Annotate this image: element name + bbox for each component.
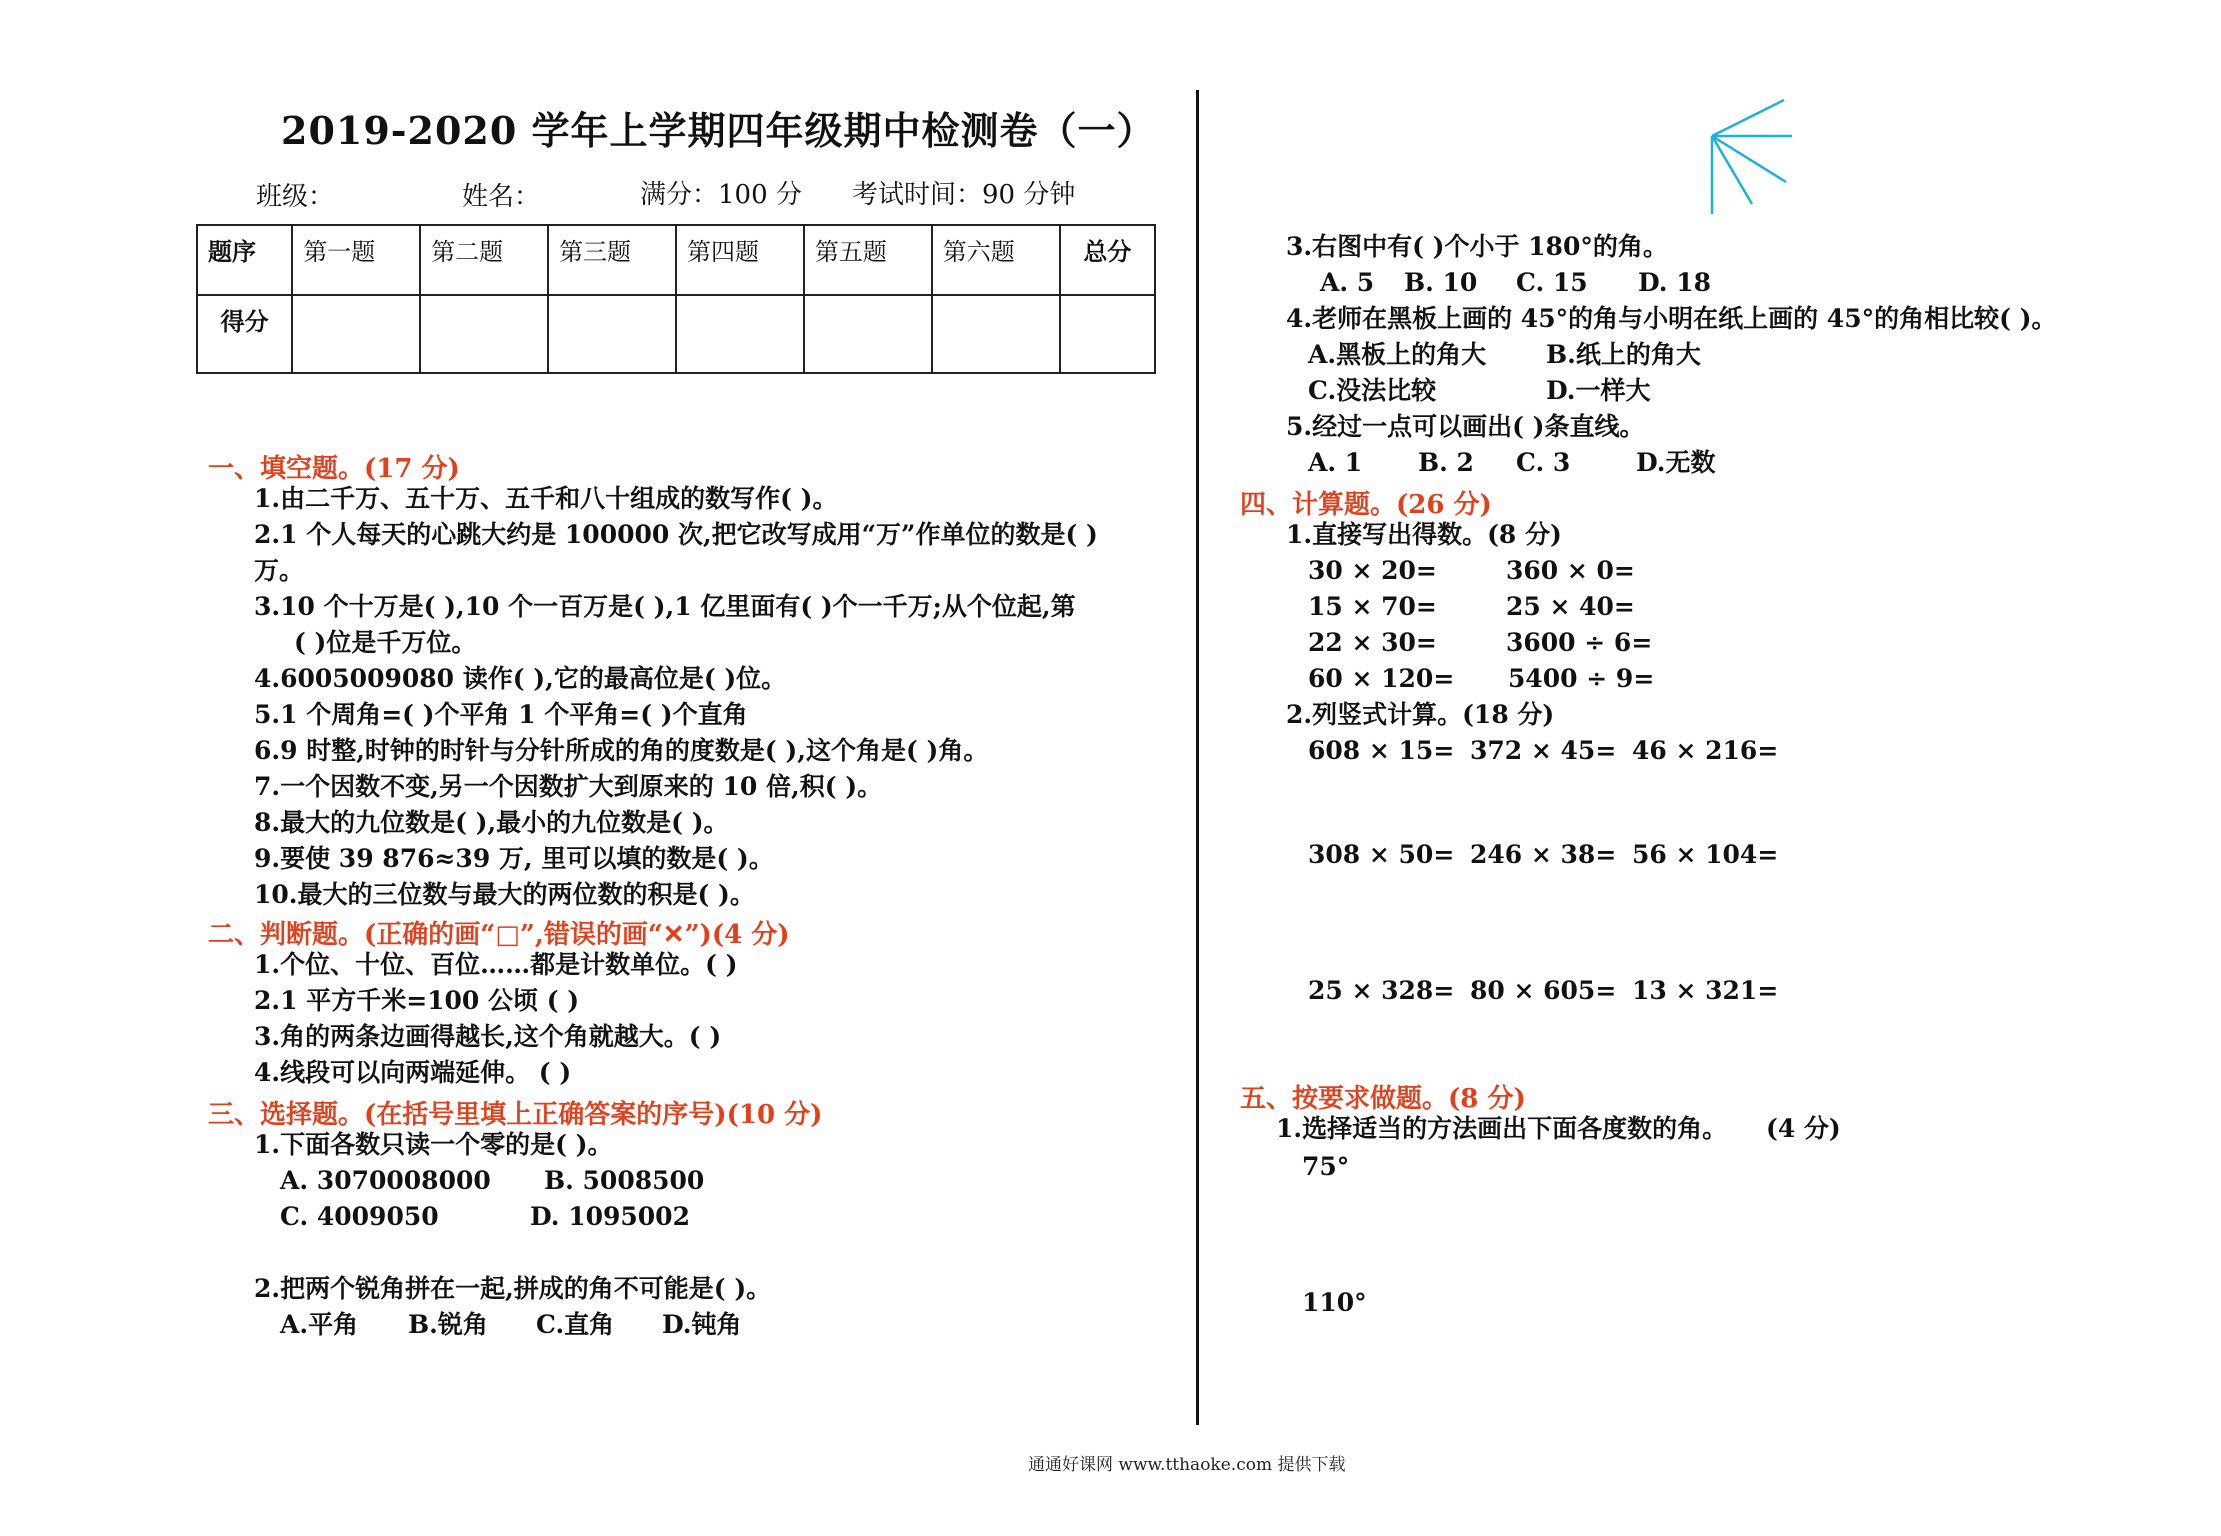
option: A. 3070008000 [280,1166,491,1195]
option: A. 1 [1308,448,1363,477]
score-cell[interactable] [292,295,420,373]
oral-calc: 30 × 20= [1308,556,1437,585]
option: D. 18 [1638,268,1711,297]
name-label: 姓名： [462,182,541,212]
section-heading-calculation: 四、计算题。(26 分) [1240,490,1492,520]
question: 1.由二千万、五十万、五千和八十组成的数写作( )。 [254,484,838,513]
vertical-calc: 308 × 50= [1308,840,1455,869]
oral-calc: 25 × 40= [1506,592,1635,621]
section-heading-requirements: 五、按要求做题。(8 分) [1240,1084,1526,1114]
class-label: 班级： [256,182,335,212]
table-header-cell: 第三题 [548,225,676,295]
subquestion: 2.列竖式计算。(18 分) [1286,700,1555,729]
score-table [196,224,1156,374]
question: 1.下面各数只读一个零的是( )。 [254,1130,613,1159]
oral-calc: 5400 ÷ 9= [1508,664,1655,693]
subquestion-points: (4 分) [1766,1114,1841,1143]
score-cell[interactable] [420,295,548,373]
vertical-calc: 246 × 38= [1470,840,1617,869]
vertical-calc: 56 × 104= [1632,840,1779,869]
full-score: 满分：100 分 [640,180,802,210]
footer-source: 通通好课网 www.tthaoke.com 提供下载 [1028,1455,1346,1475]
table-header-cell: 第一题 [292,225,420,295]
question-continuation: 万。 [254,556,305,585]
table-header-cell: 第四题 [676,225,804,295]
option: D.无数 [1636,448,1716,477]
question: 9.要使 39 876≈39 万, 里可以填的数是( )。 [254,844,774,873]
question: 4.老师在黑板上画的 45°的角与小明在纸上画的 45°的角相比较( )。 [1286,304,2057,333]
oral-calc: 15 × 70= [1308,592,1437,621]
table-header-cell: 总分 [1060,225,1155,295]
score-row-label: 得分 [197,295,292,373]
column-divider [1196,90,1199,1425]
question: 7.一个因数不变,另一个因数扩大到原来的 10 倍,积( )。 [254,772,883,801]
section-heading-fill-blank: 一、填空题。(17 分) [208,454,460,484]
exam-time: 考试时间：90 分钟 [852,180,1076,210]
option: B. 10 [1404,268,1478,297]
vertical-calc: 46 × 216= [1632,736,1779,765]
question: 6.9 时整,时钟的时针与分针所成的角的度数是( ),这个角是( )角。 [254,736,989,765]
option: C. 4009050 [280,1202,439,1231]
page-title: 2019-2020 学年上学期四年级期中检测卷（一） [281,108,1156,153]
question: 4.6005009080 读作( ),它的最高位是( )位。 [254,664,787,693]
vertical-calc: 372 × 45= [1470,736,1617,765]
option: A. 5 [1320,268,1375,297]
option: A.黑板上的角大 [1308,340,1487,369]
table-header-cell: 第六题 [932,225,1060,295]
section-heading-true-false: 二、判断题。(正确的画“□”,错误的画“✕”)(4 分) [208,920,790,950]
question: 3.10 个十万是( ),10 个一百万是( ),1 亿里面有( )个一千万;从个位起,第 [254,592,1076,621]
vertical-calc: 80 × 605= [1470,976,1617,1005]
question: 2.1 个人每天的心跳大约是 100000 次,把它改写成用“万”作单位的数是( ) [254,520,1098,549]
option: B. 2 [1418,448,1474,477]
question: 5.经过一点可以画出( )条直线。 [1286,412,1645,441]
question: 3.右图中有( )个小于 180°的角。 [1286,232,1668,261]
option: C.直角 [536,1310,615,1339]
angle-rays-figure [1700,92,1810,222]
score-cell[interactable] [804,295,932,373]
option: C. 3 [1516,448,1571,477]
question-continuation: ( )位是千万位。 [294,628,477,657]
option: D.一样大 [1546,376,1651,405]
question: 2.把两个锐角拼在一起,拼成的角不可能是( )。 [254,1274,772,1303]
oral-calc: 3600 ÷ 6= [1506,628,1653,657]
score-cell[interactable] [676,295,804,373]
table-header-cell: 第二题 [420,225,548,295]
score-cell[interactable] [1060,295,1155,373]
option: B.纸上的角大 [1546,340,1701,369]
question: 8.最大的九位数是( ),最小的九位数是( )。 [254,808,729,837]
question: 2.1 平方千米=100 公顷 ( ) [254,986,580,1015]
option: D.钝角 [662,1310,742,1339]
vertical-calc: 13 × 321= [1632,976,1779,1005]
question: 5.1 个周角=( )个平角 1 个平角=( )个直角 [254,700,748,729]
oral-calc: 360 × 0= [1506,556,1635,585]
option: B.锐角 [408,1310,488,1339]
vertical-calc: 25 × 328= [1308,976,1455,1005]
table-header-cell: 第五题 [804,225,932,295]
question: 4.线段可以向两端延伸。 ( ) [254,1058,572,1087]
question: 1.个位、十位、百位……都是计数单位。( ) [254,950,738,979]
angle-label: 110° [1302,1288,1367,1317]
table-header-cell: 题序 [197,225,292,295]
oral-calc: 22 × 30= [1308,628,1437,657]
option: C. 15 [1516,268,1588,297]
angle-label: 75° [1302,1152,1350,1181]
score-cell[interactable] [932,295,1060,373]
subquestion: 1.直接写出得数。(8 分) [1286,520,1562,549]
option: C.没法比较 [1308,376,1437,405]
option: A.平角 [280,1310,359,1339]
question: 3.角的两条边画得越长,这个角就越大。( ) [254,1022,722,1051]
question: 10.最大的三位数与最大的两位数的积是( )。 [254,880,755,909]
subquestion: 1.选择适当的方法画出下面各度数的角。 [1276,1114,1728,1143]
oral-calc: 60 × 120= [1308,664,1455,693]
vertical-calc: 608 × 15= [1308,736,1455,765]
section-heading-multiple-choice: 三、选择题。(在括号里填上正确答案的序号)(10 分) [208,1100,823,1130]
option: B. 5008500 [544,1166,705,1195]
score-cell[interactable] [548,295,676,373]
option: D. 1095002 [530,1202,690,1231]
